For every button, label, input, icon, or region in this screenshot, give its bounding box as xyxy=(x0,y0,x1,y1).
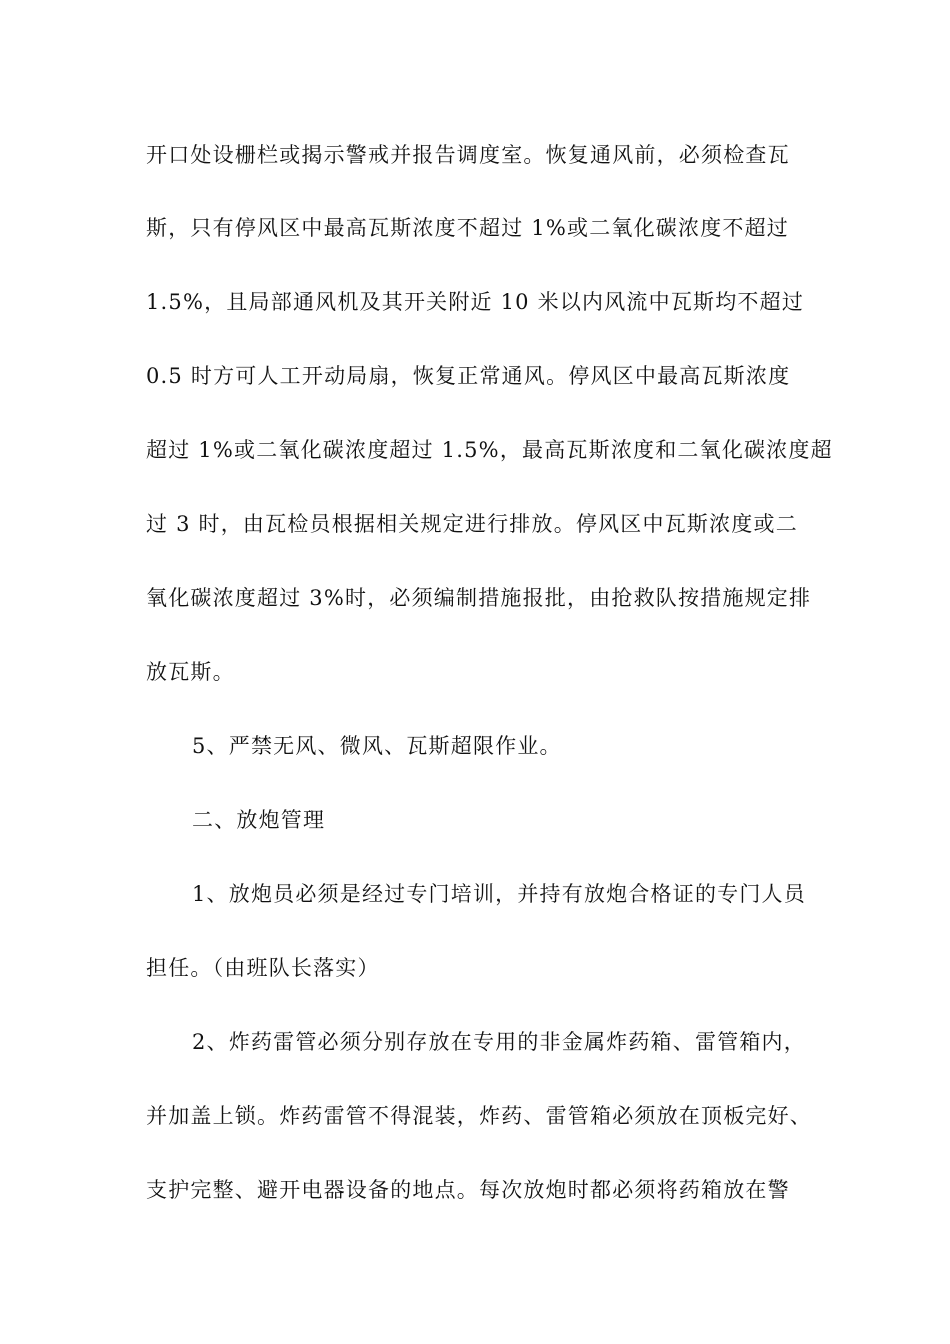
text-line: 开口处设栅栏或揭示警戒并报告调度室。恢复通风前，必须检查瓦 xyxy=(146,143,790,167)
text-line: 5、严禁无风、微风、瓦斯超限作业。 xyxy=(192,734,562,758)
text-line: 支护完整、避开电器设备的地点。每次放炮时都必须将药箱放在警 xyxy=(146,1178,790,1202)
text-line: 2、炸药雷管必须分别存放在专用的非金属炸药箱、雷管箱内， xyxy=(192,1030,806,1054)
text-line: 超过 1%或二氧化碳浓度超过 1.5%，最高瓦斯浓度和二氧化碳浓度超 xyxy=(146,438,833,462)
text-line: 斯，只有停风区中最高瓦斯浓度不超过 1%或二氧化碳浓度不超过 xyxy=(146,216,789,240)
text-line: 0.5 时方可人工开动局扇，恢复正常通风。停风区中最高瓦斯浓度 xyxy=(146,364,791,388)
text-line: 担任。（由班队长落实） xyxy=(146,956,380,980)
text-line: 氧化碳浓度超过 3%时，必须编制措施报批，由抢救队按措施规定排 xyxy=(146,586,812,610)
text-line: 1.5%，且局部通风机及其开关附近 10 米以内风流中瓦斯均不超过 xyxy=(146,290,805,314)
text-line: 并加盖上锁。炸药雷管不得混装，炸药、雷管箱必须放在顶板完好、 xyxy=(146,1104,812,1128)
text-line: 1、放炮员必须是经过专门培训，并持有放炮合格证的专门人员 xyxy=(192,882,806,906)
section-heading: 二、放炮管理 xyxy=(192,808,326,832)
text-line: 过 3 时，由瓦检员根据相关规定进行排放。停风区中瓦斯浓度或二 xyxy=(146,512,798,536)
text-line: 放瓦斯。 xyxy=(146,660,235,684)
